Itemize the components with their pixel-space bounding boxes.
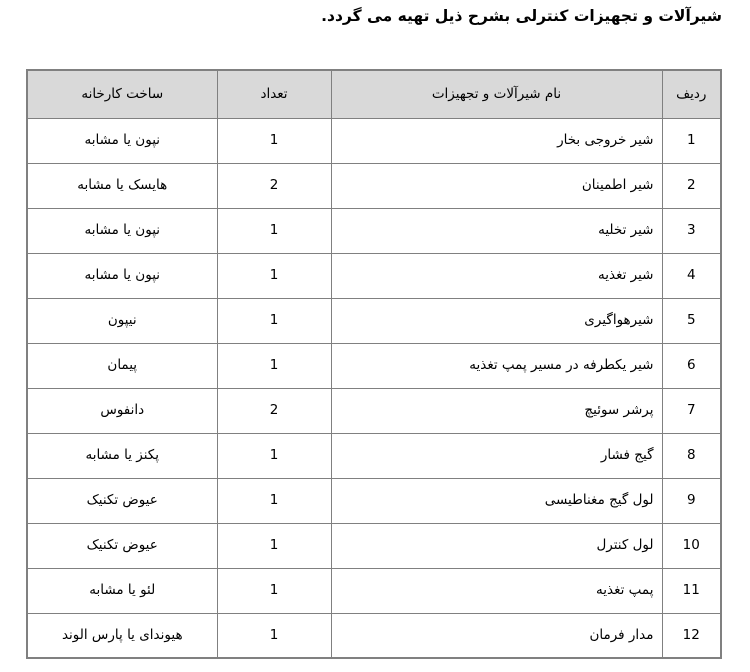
cell-quantity: 1 (217, 433, 331, 478)
table-row (27, 208, 721, 253)
table-header-row (27, 70, 721, 118)
cell-manufacturer: هایسک یا مشابه (27, 163, 217, 208)
cell-manufacturer: لئو یا مشابه (27, 568, 217, 613)
cell-manufacturer: هیوندای یا پارس الوند (27, 613, 217, 658)
table-row (27, 163, 721, 208)
cell-row-number: 10 (662, 523, 721, 568)
cell-manufacturer: نپون یا مشابه (27, 208, 217, 253)
table-row (27, 118, 721, 163)
cell-manufacturer: عیوض تکنیک (27, 478, 217, 523)
cell-equipment-name: شیر تغذیه (331, 253, 662, 298)
cell-quantity: 1 (217, 298, 331, 343)
cell-equipment-name: لول گیج مغناطیسی (331, 478, 662, 523)
cell-equipment-name: پمپ تغذیه (331, 568, 662, 613)
cell-manufacturer: عیوض تکنیک (27, 523, 217, 568)
table-row (27, 298, 721, 343)
cell-quantity: 2 (217, 163, 331, 208)
cell-equipment-name: لول کنترل (331, 523, 662, 568)
cell-manufacturer: دانفوس (27, 388, 217, 433)
cell-equipment-name: گیج فشار (331, 433, 662, 478)
table-row (27, 568, 721, 613)
cell-row-number: 3 (662, 208, 721, 253)
cell-row-number: 1 (662, 118, 721, 163)
cell-row-number: 4 (662, 253, 721, 298)
cell-quantity: 2 (217, 388, 331, 433)
cell-row-number: 2 (662, 163, 721, 208)
cell-quantity: 1 (217, 253, 331, 298)
equipment-table (26, 69, 722, 659)
table-row (27, 613, 721, 658)
cell-row-number: 7 (662, 388, 721, 433)
cell-row-number: 5 (662, 298, 721, 343)
cell-row-number: 11 (662, 568, 721, 613)
cell-manufacturer: نیپون (27, 298, 217, 343)
cell-manufacturer: پکنز یا مشابه (27, 433, 217, 478)
cell-equipment-name: شیر خروجی بخار (331, 118, 662, 163)
cell-equipment-name: شیر یکطرفه در مسیر پمپ تغذیه (331, 343, 662, 388)
cell-row-number: 9 (662, 478, 721, 523)
cell-quantity: 1 (217, 523, 331, 568)
column-header-equipment-name: نام شیرآلات و تجهیزات (331, 70, 662, 118)
cell-equipment-name: شیر اطمینان (331, 163, 662, 208)
cell-manufacturer: پیمان (27, 343, 217, 388)
cell-row-number: 6 (662, 343, 721, 388)
column-header-manufacturer: ساخت کارخانه (27, 70, 217, 118)
page-title: شیرآلات و تجهیزات کنترلی بشرح ذیل تهیه می گردد. (321, 7, 722, 25)
cell-equipment-name: شیر تخلیه (331, 208, 662, 253)
table-row (27, 343, 721, 388)
cell-quantity: 1 (217, 208, 331, 253)
cell-quantity: 1 (217, 568, 331, 613)
cell-equipment-name: پرشر سوئیچ (331, 388, 662, 433)
table-row (27, 523, 721, 568)
column-header-row-number: ردیف (662, 70, 721, 118)
cell-manufacturer: نپون یا مشابه (27, 118, 217, 163)
cell-quantity: 1 (217, 118, 331, 163)
cell-row-number: 12 (662, 613, 721, 658)
table-row (27, 433, 721, 478)
cell-quantity: 1 (217, 613, 331, 658)
cell-equipment-name: شیرهواگیری (331, 298, 662, 343)
column-header-quantity: تعداد (217, 70, 331, 118)
table-row (27, 388, 721, 433)
cell-equipment-name: مدار فرمان (331, 613, 662, 658)
table-body (27, 118, 721, 658)
cell-quantity: 1 (217, 478, 331, 523)
table-row (27, 478, 721, 523)
cell-manufacturer: نپون یا مشابه (27, 253, 217, 298)
equipment-table-container (28, 69, 722, 659)
cell-row-number: 8 (662, 433, 721, 478)
table-header (27, 70, 721, 118)
table-row (27, 253, 721, 298)
cell-quantity: 1 (217, 343, 331, 388)
